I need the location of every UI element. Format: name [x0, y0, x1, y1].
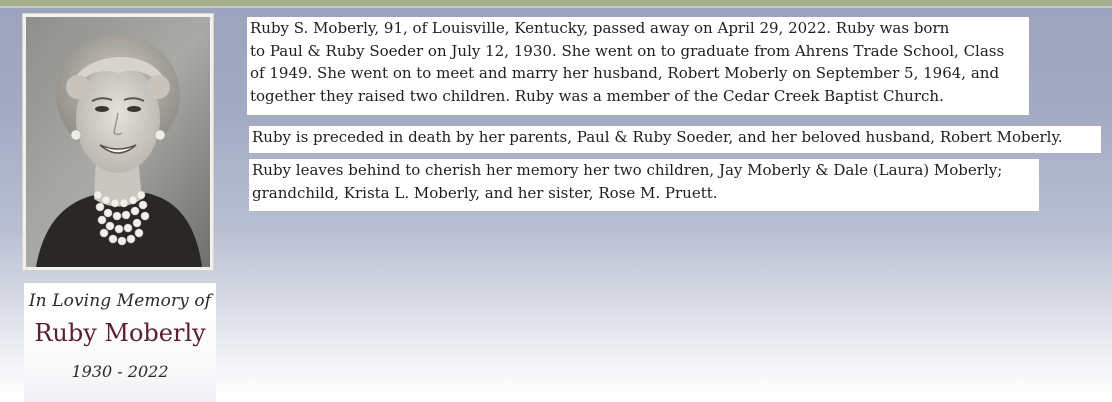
- top-accent-line: [0, 6, 1112, 8]
- memorial-name: Ruby Moberly: [34, 319, 206, 347]
- obituary-line: grandchild, Krista L. Moberly, and her sister, Rose M. Pruett.: [252, 183, 718, 202]
- obituary-line: to Paul & Ruby Soeder on July 12, 1930. She went on to graduate from Ahrens Trade School, Class: [250, 41, 1005, 60]
- portrait-photo-icon: [26, 17, 210, 267]
- obituary-line: Ruby leaves behind to cherish her memory her two children, Jay Moberly & Dale (Laura) Moberly;: [252, 161, 1003, 179]
- obituary-paragraph-1: [247, 17, 1029, 115]
- portrait-frame: [23, 14, 213, 270]
- obituary-line: Ruby S. Moberly, 91, of Louisville, Kentucky, passed away on April 29, 2022. Ruby was born: [250, 19, 950, 37]
- memorial-card: [24, 283, 216, 402]
- obituary-line: of 1949. She went on to meet and marry her husband, Robert Moberly on September 5, 1964, and: [250, 64, 1000, 82]
- obituary-paragraph-2: [249, 126, 1101, 153]
- obituary-line: together they raised two children. Ruby was a member of the Cedar Creek Baptist Church.: [250, 86, 944, 105]
- memorial-heading: In Loving Memory of: [28, 291, 212, 311]
- obituary-paragraph-3: [249, 159, 1039, 211]
- obituary-line: Ruby is preceded in death by her parents, Paul & Ruby Soeder, and her beloved husband, Robert Moberly.: [252, 128, 1063, 146]
- memorial-dates: 1930 - 2022: [71, 362, 169, 381]
